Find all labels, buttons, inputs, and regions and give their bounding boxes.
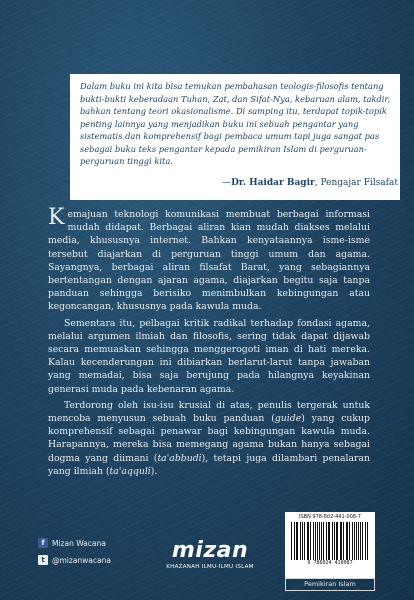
barcode-bar xyxy=(332,522,333,560)
barcode-bar xyxy=(300,522,302,560)
twitter-icon: t xyxy=(38,555,48,565)
barcode-bar xyxy=(294,522,295,560)
barcode-bar xyxy=(302,522,303,560)
barcode-bar xyxy=(291,522,292,560)
barcode-bar xyxy=(315,522,316,560)
barcode-bar xyxy=(367,522,368,560)
blurb-text xyxy=(48,205,370,481)
drop-cap: K xyxy=(48,205,65,230)
quote-author-name: Dr. Haidar Bagir xyxy=(231,178,315,188)
barcode-bar xyxy=(358,522,359,560)
quote-attribution xyxy=(80,178,398,188)
barcode-bar xyxy=(346,522,347,560)
barcode-bar xyxy=(343,522,344,560)
p3-part-c: ), tetapi juga dilambari penalaran yang ilmiah ( xyxy=(48,452,370,477)
barcode-bar xyxy=(352,522,353,560)
barcode-bar xyxy=(313,522,315,560)
p3-guide: guide xyxy=(274,413,302,425)
barcode-bar xyxy=(349,522,351,560)
blurb-paragraph-2: Sementara itu, pelbagai kritik radikal terhadap fondasi agama, melalui argumen ilmiah dan filosofis, sering tidak dapat dijawab secara memuaskan sehingga menggerogoti iman di hati mereka. Kalau kecenderungan ini dibiarkan berlarut-larut tanpa jawaban yang memadai, bisa saja berujung pada hilangnya keyakinan generasi muda pada kebenaran agama. xyxy=(48,317,370,395)
mizan-wordmark: mizan xyxy=(171,538,249,563)
barcode-bar xyxy=(307,522,308,560)
p3-part-a: Terdorong oleh isu-isu krusial di atas, penulis tergerak untuk mencoba menyusun sebuah buku panduan ( xyxy=(48,399,370,425)
barcode-bar xyxy=(347,522,348,560)
barcode-bar xyxy=(321,522,322,560)
barcode xyxy=(285,512,375,578)
twitter-link[interactable] xyxy=(38,555,111,565)
barcode-bar xyxy=(310,522,311,560)
barcode-bar xyxy=(323,522,325,560)
p3-taaqquli: ta'aqquli xyxy=(109,465,151,477)
barcode-bar xyxy=(340,522,341,560)
facebook-icon: f xyxy=(38,538,48,548)
barcode-bar xyxy=(304,522,305,560)
barcode-bar xyxy=(297,522,298,560)
blurb-paragraph-1-text: emajuan teknologi komunikasi membuat berbagai informasi mudah didapat. Berbagai aliran kian mudah diakses melalui media, khususnya internet. Bahkan kenyataannya isme-isme tersebut diajarkan di perguruan tinggi umum dan agama. Sayangnya, berbagai aliran filsafat Barat, yang sebagiannya bertentangan dengan ajaran agama, diajarkan begitu saja tanpa panduan sehingga berisiko menimbulkan kebingungan atau kegoncangan, khususnya pada kawula muda. xyxy=(48,209,370,313)
barcode-bars xyxy=(291,522,369,560)
endorsement-quote: Dalam buku ini kita bisa temukan pembahasan teologis-filosofis tentang bukti-bukti keberadaan Tuhan, Zat, dan Sifat-Nya, kebaruan alam, takdir, bahkan tentang teori okasionalisme. Di samping itu, terdapat topik-topik penting lainnya yang menjadikan buku ini sebuah pengantar yang sistematis dan komprehensif bagi pembaca umum tapi juga sangat pas sebagai buku teks pengantar kepada pemikiran Islam di perguruan-perguruan tinggi kita. xyxy=(80,81,391,166)
barcode-bar xyxy=(328,522,329,560)
barcode-number: 9 786024 410087 xyxy=(307,560,353,566)
barcode-bar xyxy=(329,522,330,560)
category-label: Pemikiran Islam xyxy=(285,578,375,591)
p3-taabbudi: ta'abbudi xyxy=(157,452,202,464)
quote-author-role: , Pengajar Filsafat xyxy=(314,178,398,188)
barcode-bar xyxy=(360,522,361,560)
facebook-link[interactable] xyxy=(38,538,111,548)
barcode-bar xyxy=(336,522,338,560)
barcode-bar xyxy=(308,522,309,560)
publisher-logo xyxy=(155,540,265,570)
quote-dash: — xyxy=(222,178,232,188)
twitter-label: @mizanwacana xyxy=(52,555,111,565)
blurb-paragraph-3 xyxy=(48,399,370,478)
barcode-bar xyxy=(356,522,357,560)
barcode-bar xyxy=(354,522,355,560)
facebook-label: Mizan Wacana xyxy=(52,538,106,548)
blurb-paragraph-1 xyxy=(48,205,370,314)
barcode-bar xyxy=(296,522,297,560)
barcode-bar xyxy=(341,522,342,560)
social-links xyxy=(38,538,111,572)
barcode-bar xyxy=(317,522,318,560)
barcode-bar xyxy=(365,522,366,560)
barcode-bar xyxy=(319,522,320,560)
publisher-tagline: KHAZANAH ILMU-ILMU ISLAM xyxy=(166,564,254,570)
barcode-bar xyxy=(362,522,364,560)
p3-part-d: ). xyxy=(150,465,158,477)
isbn-label: ISBN 978-602-441-008-7 xyxy=(299,514,361,520)
barcode-bar xyxy=(334,522,335,560)
barcode-bar xyxy=(326,522,327,560)
p3-part-b: ) yang cukup komprehensif sebagai penawar bagi kebingungan kawula muda. Harapannya, mereka bisa memegang agama bukan hanya sebagai dogma yang diimani ( xyxy=(48,413,370,464)
